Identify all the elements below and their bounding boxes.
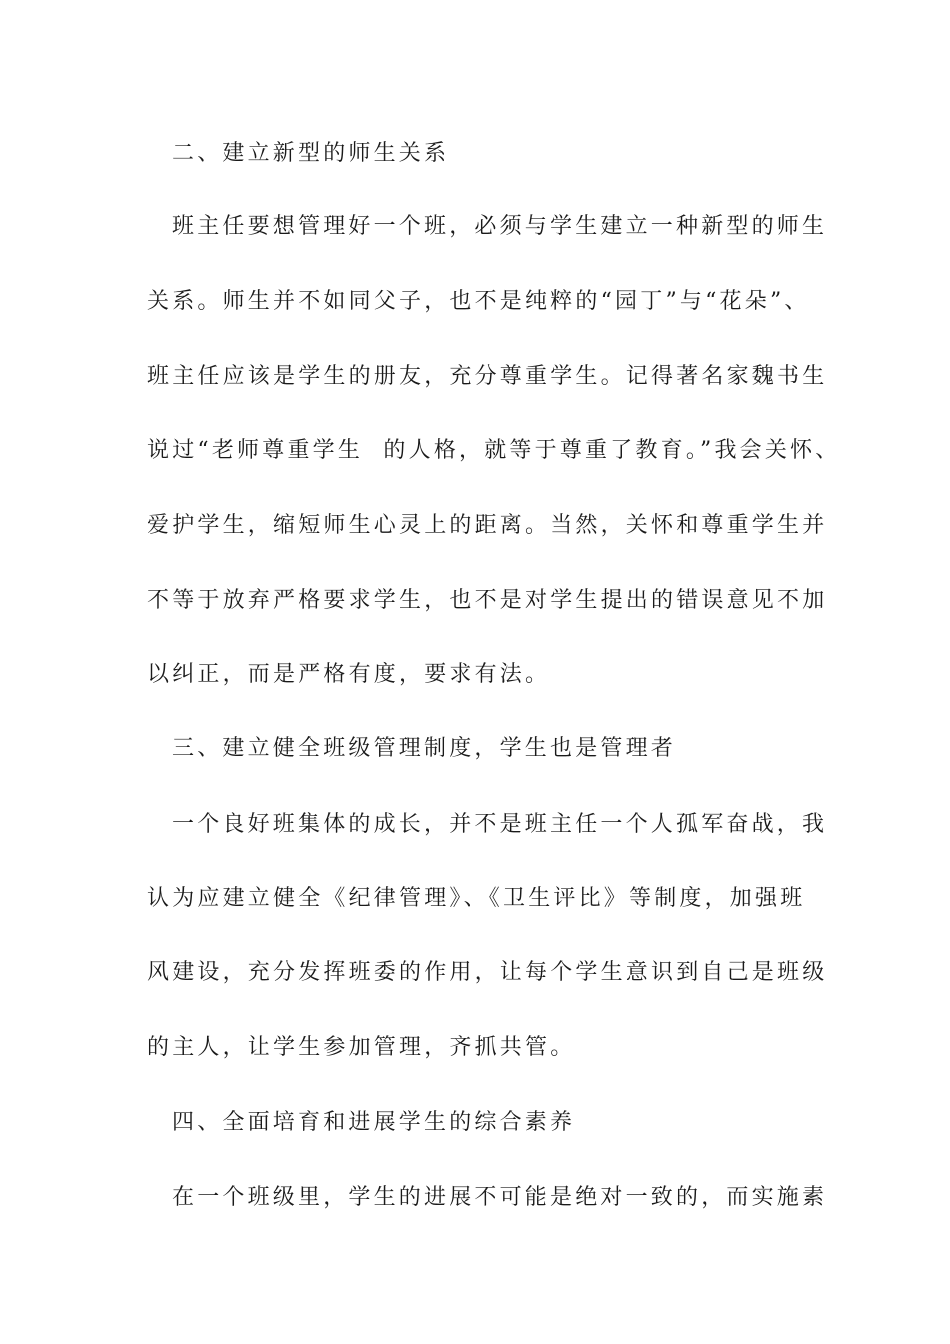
paragraph-line: 的主人，让学生参加管理，齐抓共管。 — [147, 1035, 576, 1060]
paragraph-line: 一个良好班集体的成长，并不是班主任一个人孤军奋战，我 — [172, 812, 828, 837]
paragraph-line: 说过“老师尊重学生 的人格，就等于尊重了教育。”我会关怀、 — [147, 438, 841, 463]
paragraph-line: 以纠正，而是严格有度，要求有法。 — [147, 662, 551, 687]
section-heading-4: 四、全面培育和进展学生的综合素养 — [172, 1110, 576, 1135]
paragraph-line: 班主任要想管理好一个班，必须与学生建立一种新型的师生 — [172, 214, 828, 239]
paragraph-line: 关系。师生并不如同父子，也不是纯粹的“园丁”与“花朵”、 — [147, 289, 810, 314]
section-heading-3: 三、建立健全班级管理制度，学生也是管理者 — [172, 736, 677, 761]
paragraph-line: 爱护学生，缩短师生心灵上的距离。当然，关怀和尊重学生并 — [147, 513, 828, 538]
paragraph-line: 在一个班级里，学生的进展不可能是绝对一致的，而实施素 — [172, 1185, 828, 1210]
paragraph-line: 认为应建立健全《纪律管理》、《卫生评比》等制度，加强班 — [147, 886, 806, 911]
paragraph-line: 不等于放弃严格要求学生，也不是对学生提出的错误意见不加 — [147, 588, 828, 613]
section-heading-2: 二、建立新型的师生关系 — [172, 141, 450, 166]
paragraph-line: 风建设，充分发挥班委的作用，让每个学生意识到自己是班级 — [147, 960, 828, 985]
paragraph-line: 班主任应该是学生的册友，充分尊重学生。记得著名家魏书生 — [147, 364, 828, 389]
